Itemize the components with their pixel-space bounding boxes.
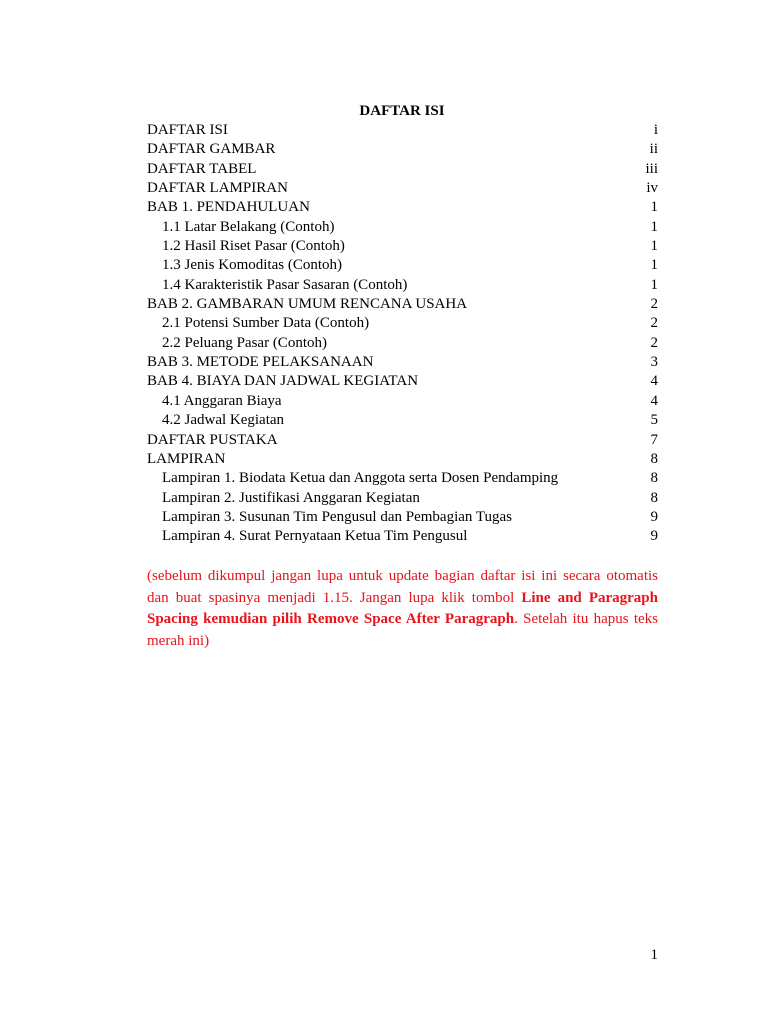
table-of-contents: [147, 121, 658, 547]
toc-entry: [147, 237, 658, 256]
toc-entry-label: Lampiran 1. Biodata Ketua dan Anggota serta Dosen Pendamping: [162, 470, 559, 487]
toc-entry-page: 7: [650, 431, 658, 448]
toc-entry-label: DAFTAR LAMPIRAN: [147, 180, 288, 197]
toc-entry: [147, 411, 658, 430]
toc-entry-label: BAB 1. PENDAHULUAN: [147, 199, 310, 216]
toc-entry: [147, 392, 658, 411]
toc-entry-page: 1: [650, 238, 658, 255]
toc-entry: [147, 527, 658, 546]
note-text-end: . Setelah itu hapus teks merah ini): [147, 611, 658, 649]
toc-entry-label: DAFTAR GAMBAR: [147, 141, 276, 158]
toc-entry-label: 1.4 Karakteristik Pasar Sasaran (Contoh): [162, 276, 408, 293]
toc-entry-page: ii: [649, 141, 658, 158]
toc-entry: [147, 140, 658, 159]
toc-entry-label: DAFTAR PUSTAKA: [147, 431, 278, 448]
toc-entry-page: 2: [650, 296, 658, 313]
toc-entry: [147, 276, 658, 295]
toc-entry: [147, 121, 658, 140]
toc-entry-page: 2: [650, 315, 658, 332]
toc-entry-label: 1.1 Latar Belakang (Contoh): [162, 218, 335, 235]
toc-entry-page: iii: [645, 160, 658, 177]
toc-entry-page: 2: [650, 334, 658, 351]
toc-entry-label: DAFTAR TABEL: [147, 160, 257, 177]
toc-entry-label: LAMPIRAN: [147, 450, 226, 467]
toc-entry: [147, 256, 658, 275]
toc-entry-page: 8: [650, 450, 658, 467]
toc-entry-label: BAB 4. BIAYA DAN JADWAL KEGIATAN: [147, 373, 419, 390]
toc-entry-page: 8: [650, 489, 658, 506]
toc-entry: [147, 160, 658, 179]
note-bold-text: Line and Paragraph Spacing kemudian pilih Remove Space After Paragraph: [147, 589, 658, 627]
page-number: 1: [650, 947, 658, 963]
toc-entry: [147, 295, 658, 314]
instruction-note: [147, 566, 658, 652]
toc-entry: [147, 372, 658, 391]
toc-entry-page: 3: [650, 354, 658, 371]
toc-entry-page: 9: [650, 508, 658, 525]
toc-entry: [147, 334, 658, 353]
toc-entry-label: 2.1 Potensi Sumber Data (Contoh): [162, 315, 370, 332]
toc-entry: [147, 431, 658, 450]
toc-entry-label: 1.3 Jenis Komoditas (Contoh): [162, 257, 342, 274]
toc-entry-page: 8: [650, 470, 658, 487]
page-title: DAFTAR ISI: [359, 103, 445, 119]
toc-entry: [147, 450, 658, 469]
toc-entry: [147, 489, 658, 508]
toc-entry-page: 1: [650, 199, 658, 216]
toc-entry: [147, 179, 658, 198]
toc-entry-label: Lampiran 2. Justifikasi Anggaran Kegiatan: [162, 489, 420, 506]
toc-entry-label: 1.2 Hasil Riset Pasar (Contoh): [162, 238, 345, 255]
toc-entry-label: BAB 2. GAMBARAN UMUM RENCANA USAHA: [147, 296, 468, 313]
toc-entry-page: 4: [650, 373, 658, 390]
toc-entry-label: Lampiran 4. Surat Pernyataan Ketua Tim Pengusul: [162, 528, 468, 545]
toc-entry-label: BAB 3. METODE PELAKSANAAN: [147, 354, 374, 371]
toc-entry: [147, 469, 658, 488]
toc-entry-page: 4: [650, 392, 658, 409]
toc-entry-label: 4.2 Jadwal Kegiatan: [162, 412, 285, 429]
toc-entry-page: i: [653, 122, 658, 138]
toc-entry: [147, 218, 658, 237]
toc-entry: [147, 198, 658, 217]
note-text-start: (sebelum dikumpul jangan lupa untuk update bagian daftar isi ini secara otomatis dan buat spasinya menjadi 1.15. Jangan lupa klik tombol: [147, 568, 658, 606]
toc-entry-label: Lampiran 3. Susunan Tim Pengusul dan Pembagian Tugas: [162, 508, 513, 525]
toc-entry-page: 1: [650, 257, 658, 274]
toc-entry: [147, 314, 658, 333]
toc-entry-page: iv: [646, 180, 658, 197]
toc-entry-page: 9: [650, 528, 658, 545]
toc-entry-label: 2.2 Peluang Pasar (Contoh): [162, 334, 327, 351]
toc-entry-label: 4.1 Anggaran Biaya: [162, 392, 282, 409]
toc-entry-page: 1: [650, 218, 658, 235]
toc-entry-label: DAFTAR ISI: [147, 122, 228, 138]
toc-entry-page: 5: [650, 412, 658, 429]
toc-entry-page: 1: [650, 276, 658, 293]
toc-entry: [147, 353, 658, 372]
toc-entry: [147, 508, 658, 527]
